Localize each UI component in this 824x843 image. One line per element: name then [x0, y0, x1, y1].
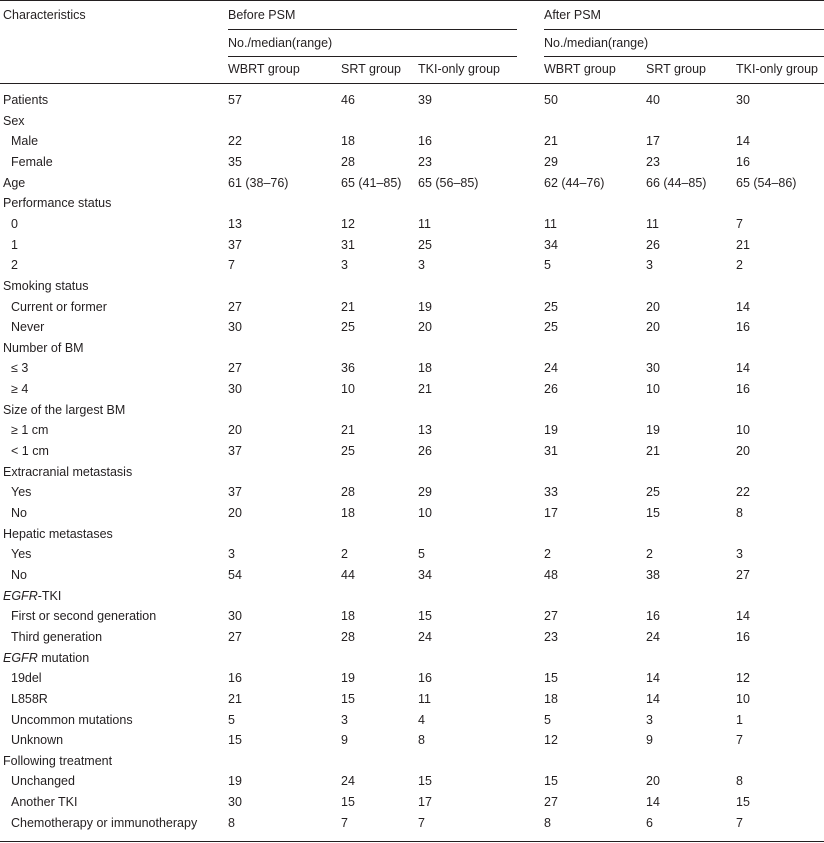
table-cell: 28	[341, 155, 355, 169]
row-label: ≥ 1 cm	[11, 423, 49, 437]
table-cell: 15	[544, 671, 558, 685]
row-label: First or second generation	[11, 609, 157, 623]
table-cell: 7	[341, 816, 348, 830]
table-cell: 17	[418, 795, 432, 809]
table-cell: 65 (56–85)	[418, 176, 479, 190]
table-cell: 18	[544, 692, 558, 706]
table-cell: 13	[228, 217, 242, 231]
table-cell: 24	[341, 774, 355, 788]
table-cell: 20	[646, 774, 660, 788]
table-cell: 44	[341, 568, 355, 582]
table-cell: 15	[341, 692, 355, 706]
table-cell: 11	[544, 217, 557, 231]
after-subheader-rule	[544, 56, 824, 57]
table-cell: 30	[736, 93, 750, 107]
table-cell: 22	[228, 134, 242, 148]
column-header: WBRT group	[228, 62, 300, 76]
table-cell: 14	[736, 300, 750, 314]
table-cell: 11	[418, 217, 431, 231]
table-cell: 35	[228, 155, 242, 169]
table-cell: 6	[646, 816, 653, 830]
table-cell: 21	[646, 444, 660, 458]
table-cell: 16	[736, 320, 750, 334]
table-cell: 27	[228, 630, 242, 644]
table-cell: 1	[736, 713, 743, 727]
table-cell: 28	[341, 630, 355, 644]
row-label: Size of the largest BM	[3, 403, 126, 417]
row-label: 2	[11, 258, 18, 272]
table-cell: 3	[228, 547, 235, 561]
row-label: Another TKI	[11, 795, 78, 809]
table-cell: 24	[418, 630, 432, 644]
table-cell: 7	[228, 258, 235, 272]
table-cell: 19	[228, 774, 242, 788]
table-cell: 34	[544, 238, 558, 252]
table-cell: 12	[736, 671, 750, 685]
row-label: Sex	[3, 114, 25, 128]
table-cell: 20	[646, 320, 660, 334]
row-label	[3, 589, 61, 603]
table-cell: 14	[736, 134, 750, 148]
table-cell: 17	[544, 506, 558, 520]
table-cell: 14	[646, 795, 660, 809]
table-cell: 12	[341, 217, 355, 231]
table-cell: 21	[418, 382, 432, 396]
table-cell: 16	[228, 671, 242, 685]
table-cell: 20	[228, 506, 242, 520]
table-cell: 27	[544, 795, 558, 809]
table-cell: 50	[544, 93, 558, 107]
row-label: L858R	[11, 692, 48, 706]
table-cell: 40	[646, 93, 660, 107]
table-cell: 66 (44–85)	[646, 176, 707, 190]
table-cell: 8	[544, 816, 551, 830]
row-label: Following treatment	[3, 754, 113, 768]
table-cell: 37	[228, 238, 242, 252]
table-cell: 7	[418, 816, 425, 830]
table-cell: 30	[228, 609, 242, 623]
table-cell: 9	[646, 733, 653, 747]
table-cell: 39	[418, 93, 432, 107]
row-label: Female	[11, 155, 53, 169]
header-bottom-rule	[0, 83, 824, 84]
table-cell: 10	[646, 382, 660, 396]
table-cell: 21	[228, 692, 242, 706]
row-label: < 1 cm	[11, 444, 49, 458]
table-cell: 3	[646, 258, 653, 272]
row-label: Extracranial metastasis	[3, 465, 133, 479]
header-before-psm: Before PSM	[228, 8, 296, 22]
table-cell: 30	[646, 361, 660, 375]
table-cell: 65 (54–86)	[736, 176, 797, 190]
table-cell: 14	[736, 361, 750, 375]
row-label: 1	[11, 238, 18, 252]
row-label: Yes	[11, 547, 32, 561]
table-cell: 4	[418, 713, 425, 727]
table-cell: 3	[646, 713, 653, 727]
table-cell: 38	[646, 568, 660, 582]
row-label: Yes	[11, 485, 32, 499]
row-label: 0	[11, 217, 18, 231]
row-label: ≤ 3	[11, 361, 29, 375]
table-cell: 13	[418, 423, 432, 437]
row-label: Age	[3, 176, 26, 190]
row-label: ≥ 4	[11, 382, 29, 396]
table-cell: 29	[544, 155, 558, 169]
table-cell: 10	[418, 506, 432, 520]
column-header: TKI-only group	[736, 62, 818, 76]
table-top-rule	[0, 0, 824, 1]
table-cell: 5	[228, 713, 235, 727]
table-cell: 17	[646, 134, 660, 148]
row-label: Male	[11, 134, 39, 148]
table-cell: 25	[646, 485, 660, 499]
table-cell: 2	[341, 547, 348, 561]
before-psm-subheader: No./median(range)	[228, 36, 333, 50]
row-label-rest: -TKI	[37, 589, 62, 603]
table-cell: 26	[544, 382, 558, 396]
table-cell: 22	[736, 485, 750, 499]
table-cell: 16	[418, 671, 432, 685]
table-cell: 15	[418, 609, 432, 623]
table-cell: 48	[544, 568, 558, 582]
table-cell: 57	[228, 93, 242, 107]
table-cell: 10	[341, 382, 355, 396]
table-cell: 37	[228, 444, 242, 458]
table-cell: 8	[736, 774, 743, 788]
table-cell: 3	[341, 258, 348, 272]
row-label	[3, 651, 89, 665]
table-cell: 36	[341, 361, 355, 375]
table-cell: 3	[341, 713, 348, 727]
table-cell: 21	[341, 300, 355, 314]
table-cell: 18	[341, 609, 355, 623]
table-cell: 29	[418, 485, 432, 499]
table-cell: 16	[646, 609, 660, 623]
table-cell: 7	[736, 217, 743, 231]
row-label: Patients	[3, 93, 49, 107]
table-cell: 7	[736, 816, 743, 830]
table-cell: 15	[544, 774, 558, 788]
table-cell: 19	[544, 423, 558, 437]
table-cell: 5	[418, 547, 425, 561]
table-cell: 20	[646, 300, 660, 314]
after-psm-rule	[544, 29, 824, 30]
table-cell: 28	[341, 485, 355, 499]
table-cell: 8	[736, 506, 743, 520]
table-cell: 19	[646, 423, 660, 437]
table-cell: 21	[341, 423, 355, 437]
table-cell: 2	[736, 258, 743, 272]
table-cell: 24	[544, 361, 558, 375]
row-label: Chemotherapy or immunotherapy	[11, 816, 198, 830]
column-header: SRT group	[341, 62, 401, 76]
row-label-italic: EGFR	[3, 651, 38, 665]
table-cell: 14	[736, 609, 750, 623]
column-header: WBRT group	[544, 62, 616, 76]
row-label-italic: EGFR	[3, 589, 38, 603]
row-label: Never	[11, 320, 45, 334]
table-cell: 54	[228, 568, 242, 582]
table-cell: 14	[646, 692, 660, 706]
table-cell: 10	[736, 692, 750, 706]
header-characteristics: Characteristics	[3, 8, 86, 22]
row-label: Hepatic metastases	[3, 527, 113, 541]
table-cell: 31	[341, 238, 355, 252]
table-cell: 25	[544, 320, 558, 334]
table-cell: 26	[646, 238, 660, 252]
row-label-rest: mutation	[37, 651, 90, 665]
table-cell: 8	[228, 816, 235, 830]
table-cell: 25	[418, 238, 432, 252]
table-cell: 18	[341, 506, 355, 520]
table-cell: 20	[228, 423, 242, 437]
table-cell: 25	[341, 444, 355, 458]
table-cell: 21	[544, 134, 558, 148]
table-cell: 18	[341, 134, 355, 148]
row-label: No	[11, 568, 27, 582]
table-cell: 20	[736, 444, 750, 458]
table-cell: 15	[646, 506, 660, 520]
table-cell: 2	[646, 547, 653, 561]
table-cell: 16	[736, 155, 750, 169]
table-cell: 14	[646, 671, 660, 685]
table-cell: 16	[736, 630, 750, 644]
table-cell: 16	[736, 382, 750, 396]
column-header: SRT group	[646, 62, 706, 76]
table-cell: 37	[228, 485, 242, 499]
row-label: No	[11, 506, 27, 520]
table-cell: 2	[544, 547, 551, 561]
row-label: Uncommon mutations	[11, 713, 133, 727]
table-cell: 15	[418, 774, 432, 788]
table-cell: 27	[544, 609, 558, 623]
row-label: Smoking status	[3, 279, 89, 293]
table-bottom-rule	[0, 841, 824, 842]
table-cell: 19	[418, 300, 432, 314]
row-label: Number of BM	[3, 341, 84, 355]
table-cell: 65 (41–85)	[341, 176, 402, 190]
table-cell: 27	[228, 300, 242, 314]
table-cell: 11	[418, 692, 431, 706]
column-header: TKI-only group	[418, 62, 500, 76]
table-cell: 46	[341, 93, 355, 107]
table-cell: 34	[418, 568, 432, 582]
table-cell: 23	[418, 155, 432, 169]
table-cell: 21	[736, 238, 750, 252]
table-cell: 11	[646, 217, 659, 231]
before-psm-rule	[228, 29, 517, 30]
table-cell: 33	[544, 485, 558, 499]
table-cell: 23	[646, 155, 660, 169]
table-cell: 61 (38–76)	[228, 176, 289, 190]
row-label: Unchanged	[11, 774, 75, 788]
table-cell: 3	[418, 258, 425, 272]
table-cell: 31	[544, 444, 558, 458]
table-cell: 5	[544, 258, 551, 272]
table-cell: 62 (44–76)	[544, 176, 605, 190]
table-cell: 7	[736, 733, 743, 747]
table-cell: 10	[736, 423, 750, 437]
table-cell: 30	[228, 382, 242, 396]
table-cell: 25	[544, 300, 558, 314]
table-cell: 3	[736, 547, 743, 561]
table-cell: 16	[418, 134, 432, 148]
row-label: Third generation	[11, 630, 103, 644]
table-cell: 25	[341, 320, 355, 334]
table-cell: 18	[418, 361, 432, 375]
table-cell: 15	[341, 795, 355, 809]
table-cell: 23	[544, 630, 558, 644]
row-label: Unknown	[11, 733, 64, 747]
table-cell: 27	[736, 568, 750, 582]
table-cell: 19	[341, 671, 355, 685]
table-cell: 24	[646, 630, 660, 644]
table-cell: 8	[418, 733, 425, 747]
table-cell: 9	[341, 733, 348, 747]
row-label: 19del	[11, 671, 42, 685]
table-cell: 15	[736, 795, 750, 809]
after-psm-subheader: No./median(range)	[544, 36, 649, 50]
table-cell: 12	[544, 733, 558, 747]
table-cell: 5	[544, 713, 551, 727]
table-cell: 26	[418, 444, 432, 458]
table-cell: 27	[228, 361, 242, 375]
before-subheader-rule	[228, 56, 517, 57]
table-cell: 20	[418, 320, 432, 334]
table-cell: 15	[228, 733, 242, 747]
table-cell: 30	[228, 320, 242, 334]
row-label: Performance status	[3, 196, 112, 210]
header-after-psm: After PSM	[544, 8, 601, 22]
table-cell: 30	[228, 795, 242, 809]
row-label: Current or former	[11, 300, 107, 314]
